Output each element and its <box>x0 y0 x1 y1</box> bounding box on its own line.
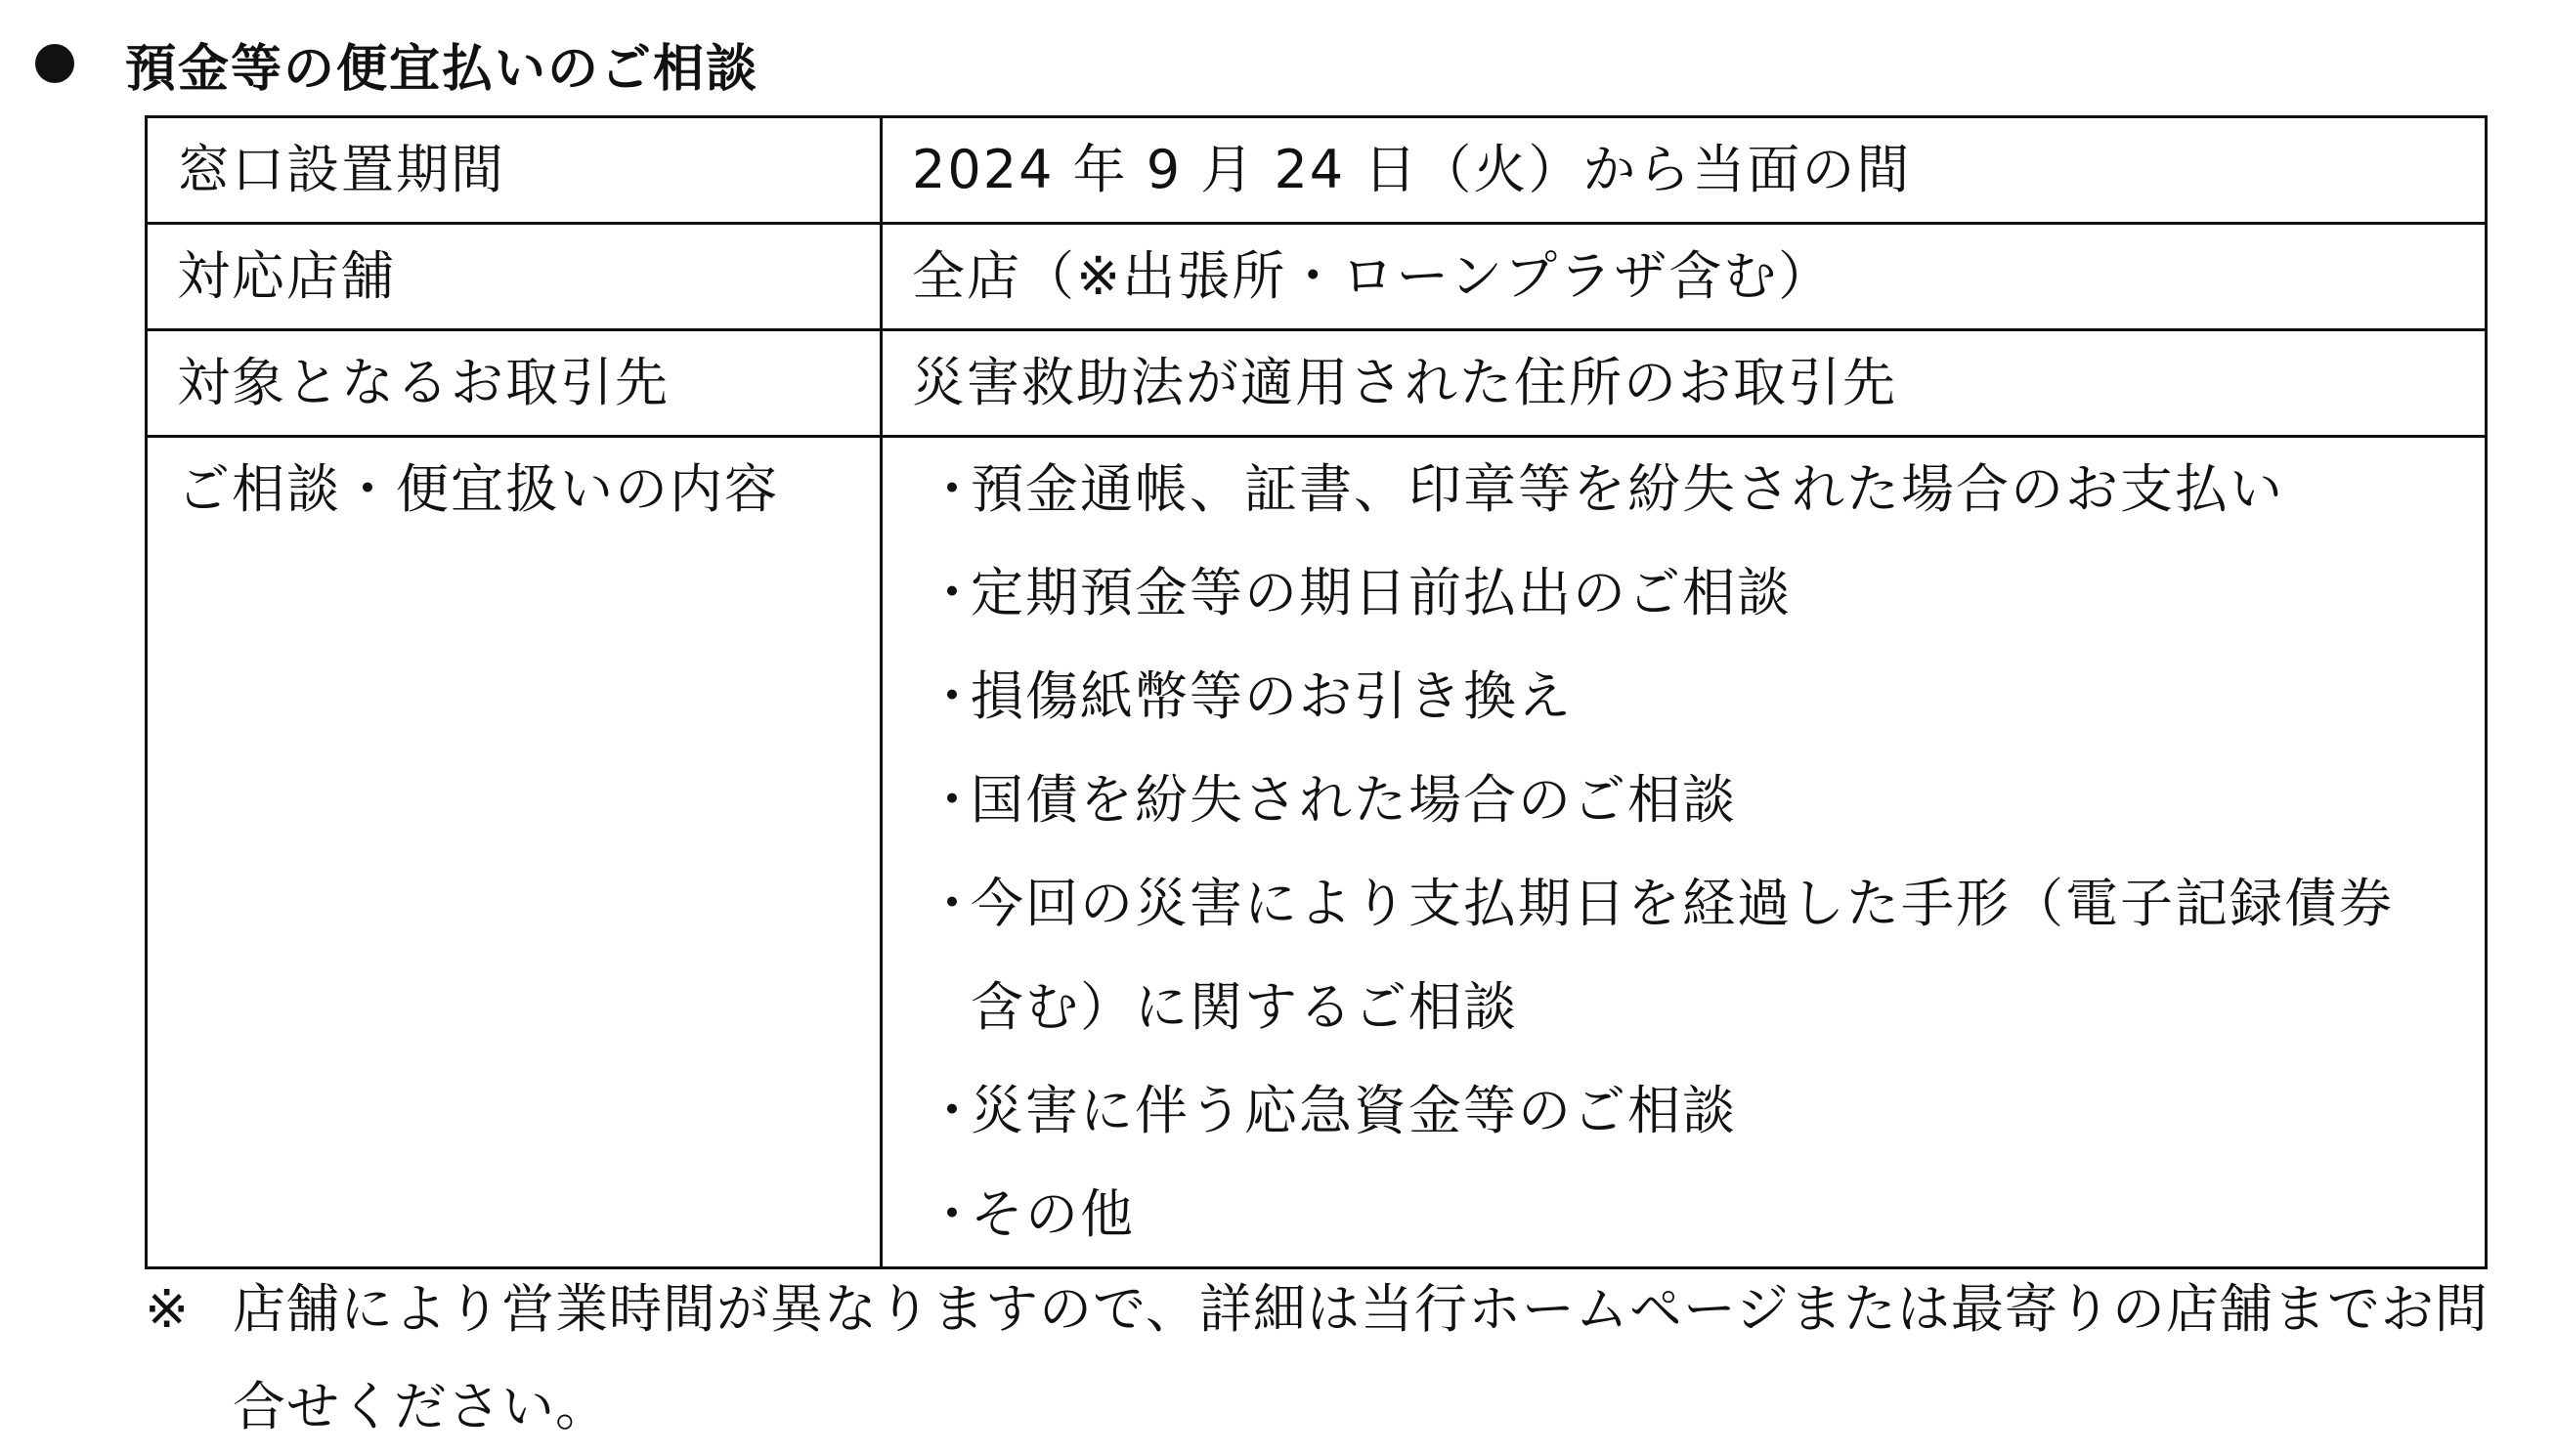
info-table <box>145 115 2488 1269</box>
list-item <box>883 541 2485 645</box>
list-item-text: 預金通帳、証書、印章等を紛失された場合のお支払い <box>971 458 2284 520</box>
filled-circle-bullet-icon <box>35 44 74 83</box>
row-label: 対応店舗 <box>147 224 882 330</box>
list-item <box>883 749 2485 852</box>
list-item <box>883 852 2485 1059</box>
row-value: 全店（※出張所・ローンプラザ含む） <box>882 224 2487 330</box>
table-row-branches <box>147 224 2487 330</box>
row-value: 2024 年 9 月 24 日（火）から当面の間 <box>882 117 2487 224</box>
section-title: 預金等の便宜払いのご相談 <box>125 39 759 99</box>
reference-mark: ※ <box>145 1278 191 1340</box>
list-item-text: 定期預金等の期日前払出のご相談 <box>971 562 1792 623</box>
bullet-mark: ・ <box>926 873 980 934</box>
bullet-mark: ・ <box>926 1183 980 1245</box>
bullet-mark: ・ <box>926 458 980 520</box>
content-list <box>883 438 2485 1266</box>
list-item <box>883 645 2485 749</box>
list-item-text: 国債を紛失された場合のご相談 <box>971 769 1737 831</box>
list-item-text: 損傷紙幣等のお引き換え <box>971 665 1573 727</box>
list-item-text: 災害に伴う応急資金等のご相談 <box>971 1080 1737 1141</box>
row-value <box>882 437 2487 1268</box>
list-item-text: その他 <box>971 1183 1135 1245</box>
row-label: ご相談・便宜扱いの内容 <box>147 437 882 1268</box>
list-item <box>883 1163 2485 1266</box>
bullet-mark: ・ <box>926 665 980 727</box>
bullet-mark: ・ <box>926 562 980 623</box>
list-item-text: 今回の災害により支払期日を経過した手形（電子記録債券含む）に関するご相談 <box>971 873 2394 1038</box>
table-row-period <box>147 117 2487 224</box>
section-heading <box>35 29 758 98</box>
table-row-target-customers <box>147 330 2487 437</box>
row-label: 対象となるお取引先 <box>147 330 882 437</box>
bullet-mark: ・ <box>926 769 980 831</box>
bullet-mark: ・ <box>926 1080 980 1141</box>
list-item <box>883 1059 2485 1163</box>
footnote-text: 店舗により営業時間が異なりますので、詳細は当行ホームページまたは最寄りの店舗までお問合せください。 <box>233 1278 2489 1437</box>
footnote <box>145 1261 2510 1456</box>
list-item <box>883 438 2485 541</box>
table-row-contents <box>147 437 2487 1268</box>
row-label: 窓口設置期間 <box>147 117 882 224</box>
row-value: 災害救助法が適用された住所のお取引先 <box>882 330 2487 437</box>
